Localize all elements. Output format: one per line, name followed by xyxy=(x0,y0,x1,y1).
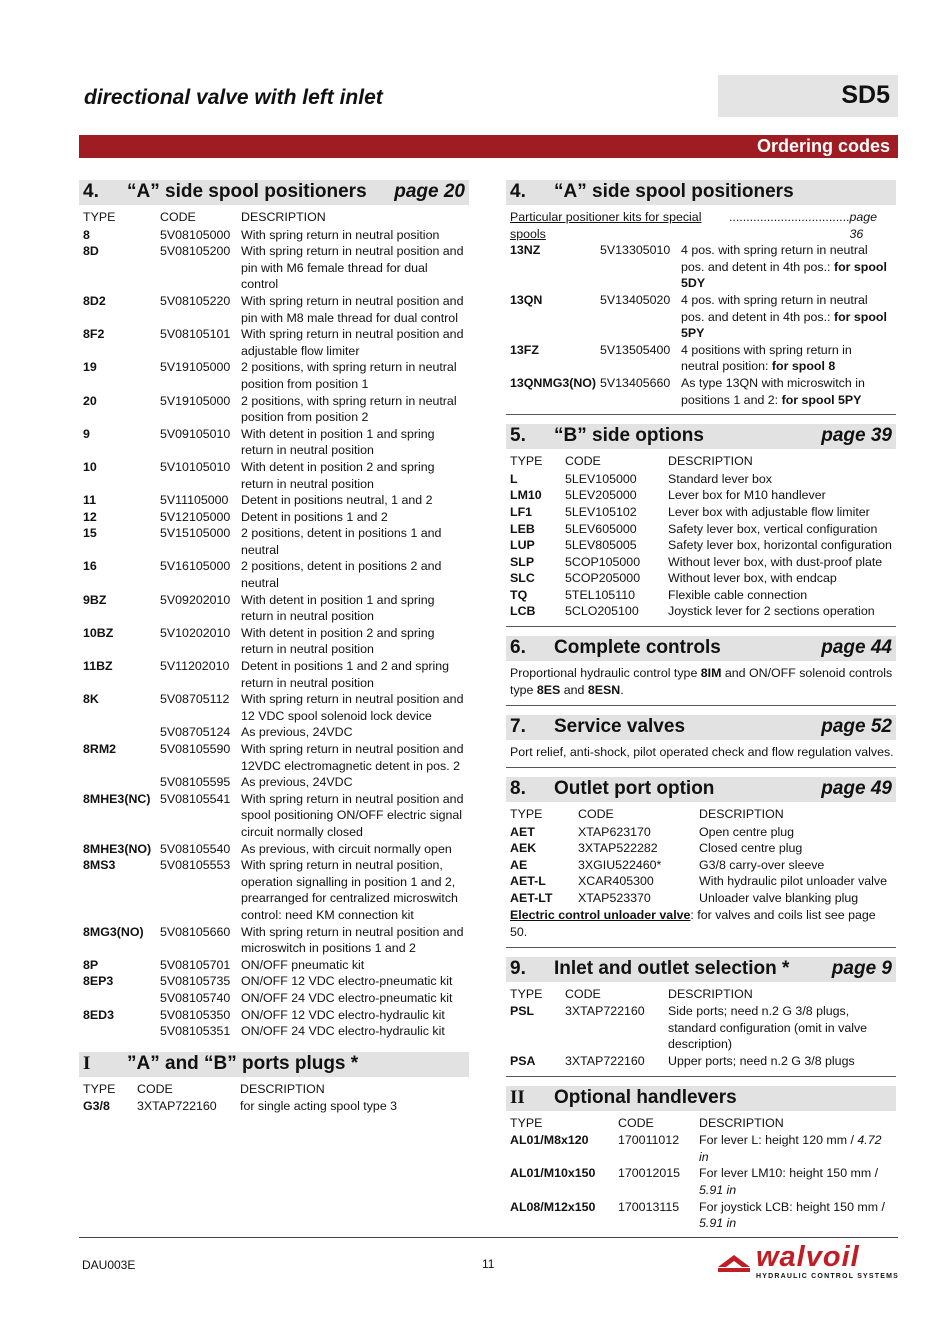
table-header xyxy=(79,209,469,226)
right4-table xyxy=(506,242,896,408)
special-kits-page: page 36 xyxy=(849,210,878,241)
type-cell: LF1 xyxy=(510,504,533,519)
code-cell: 5LEV605000 xyxy=(565,521,637,536)
code-cell: XTAP523370 xyxy=(578,891,651,906)
section-number: I xyxy=(83,1052,91,1074)
table-row xyxy=(506,1053,896,1070)
section-page: page 49 xyxy=(821,778,892,800)
code-cell: 5V13505400 xyxy=(600,342,671,357)
code-cell: 5V08105740 xyxy=(160,990,231,1005)
description-cell: 2 positions, with spring return in neutral position from position 2 xyxy=(241,393,457,425)
code-cell: 5V09105010 xyxy=(160,426,231,441)
table-row xyxy=(79,459,469,492)
rightII-table xyxy=(506,1132,896,1232)
table-row xyxy=(506,242,896,292)
type-cell: 20 xyxy=(83,393,97,408)
description-cell: Safety lever box, vertical configuration xyxy=(668,521,878,536)
code-cell: XTAP623170 xyxy=(578,824,651,839)
special-kits-line xyxy=(506,209,896,242)
table-row xyxy=(506,570,896,587)
type-cell: 8K xyxy=(83,692,99,707)
type-cell: 13NZ xyxy=(510,243,541,258)
description-cell: As previous, 24VDC xyxy=(241,775,353,790)
type-cell: AL01/M10x150 xyxy=(510,1166,596,1181)
table-row xyxy=(506,292,896,342)
footer-page-number: 11 xyxy=(482,1257,495,1271)
col-type: TYPE xyxy=(510,1115,543,1130)
type-cell: 13QNMG3(NO) xyxy=(510,375,597,390)
col-code: CODE xyxy=(565,454,601,469)
section-page: page 44 xyxy=(821,637,892,659)
service-valves-text: Port relief, anti-shock, pilot operated check and flow regulation valves. xyxy=(510,745,894,760)
section-title: “B” side options xyxy=(554,425,704,447)
type-cell: 8EP3 xyxy=(83,974,114,989)
table-row xyxy=(506,375,896,408)
logo-wordmark: walvoil xyxy=(756,1241,860,1273)
section-4-left-header xyxy=(79,180,469,205)
type-cell xyxy=(83,724,160,741)
ordering-codes-bar xyxy=(79,135,898,158)
table-row xyxy=(79,724,469,741)
col-type: TYPE xyxy=(83,1081,116,1096)
table-row xyxy=(79,592,469,625)
type-cell: SLC xyxy=(510,571,535,586)
description-cell: ON/OFF 12 VDC electro-hydraulic kit xyxy=(241,1007,445,1022)
table-row xyxy=(79,791,469,841)
section-title: Complete controls xyxy=(554,637,721,659)
divider xyxy=(506,705,896,706)
col-code: CODE xyxy=(565,986,601,1001)
table-row xyxy=(79,973,469,990)
code-cell: XCAR405300 xyxy=(578,874,654,889)
type-cell xyxy=(83,774,160,791)
section-9-header xyxy=(506,957,896,982)
description-cell: ON/OFF pneumatic kit xyxy=(241,957,365,972)
description-cell: 2 positions, detent in positions 2 and neutral xyxy=(241,559,442,591)
type-cell: LEB xyxy=(510,521,535,536)
description-cell: Joystick lever for 2 sections operation xyxy=(668,604,875,619)
description-cell: With spring return in neutral position and spool positioning ON/OFF electric signal circuit normally closed xyxy=(241,791,464,839)
section-page: page 52 xyxy=(821,716,892,738)
description-cell: With spring return in neutral position and 12 VDC spool solenoid lock device xyxy=(241,692,464,723)
table-row xyxy=(79,1098,469,1115)
section-title: ”A” and “B” ports plugs * xyxy=(127,1052,359,1074)
col-type: TYPE xyxy=(83,210,116,224)
code-cell: 170013115 xyxy=(618,1199,680,1214)
type-cell: 11BZ xyxy=(83,659,113,674)
type-cell: 8MG3(NO) xyxy=(83,924,144,939)
divider xyxy=(506,414,896,415)
code-cell: 5V08105350 xyxy=(160,1007,231,1022)
code-cell: 5V08105540 xyxy=(160,841,231,856)
type-cell: 8D2 xyxy=(83,293,106,308)
section-page: page 20 xyxy=(394,181,465,202)
right5-table xyxy=(506,471,896,620)
code-cell: 5V08705112 xyxy=(160,692,230,707)
table-row xyxy=(79,558,469,591)
description-cell: Open centre plug xyxy=(699,824,795,839)
type-cell: 10 xyxy=(83,459,97,474)
description-cell: Closed centre plug xyxy=(699,841,803,856)
code-cell: 5V10202010 xyxy=(160,625,231,640)
section-number: 6. xyxy=(510,637,526,659)
table-row xyxy=(79,741,469,774)
section-number: 9. xyxy=(510,957,526,979)
type-cell: LM10 xyxy=(510,488,542,503)
table-row xyxy=(79,774,469,791)
type-cell: 8D xyxy=(83,244,99,259)
description-cell: 2 positions, with spring return in neutral position from position 1 xyxy=(241,360,457,391)
code-cell: 170012015 xyxy=(618,1166,681,1181)
table-row xyxy=(79,227,469,244)
table-row xyxy=(506,873,896,890)
product-code: SD5 xyxy=(841,81,890,109)
code-cell: 5V12105000 xyxy=(160,509,231,524)
code-cell: 5V13405020 xyxy=(600,292,671,307)
section-5-header xyxy=(506,424,896,449)
col-description: DESCRIPTION xyxy=(699,807,784,822)
table-row xyxy=(506,603,896,620)
type-cell: AL01/M8x120 xyxy=(510,1133,589,1148)
type-cell: SLP xyxy=(510,554,535,569)
type-cell: LCB xyxy=(510,604,536,619)
description-cell: ON/OFF 12 VDC electro-pneumatic kit xyxy=(241,974,453,989)
type-cell: 10BZ xyxy=(83,625,114,640)
section-page: page 39 xyxy=(821,425,892,447)
col-type: TYPE xyxy=(510,986,543,1001)
section-title: “A” side spool positioners xyxy=(127,181,367,202)
table-row xyxy=(79,990,469,1007)
table-header xyxy=(506,1115,896,1132)
table-row xyxy=(79,359,469,392)
description-cell: With spring return in neutral position, operation signalling in position 1 and 2, prearranged for centralized microswitch control: need KM connection kit xyxy=(241,858,458,922)
type-cell xyxy=(83,990,160,1007)
col-description: DESCRIPTION xyxy=(240,1081,325,1096)
description-cell: Flexible cable connection xyxy=(668,587,808,602)
type-cell: 8F2 xyxy=(83,327,105,342)
section-8-header xyxy=(506,777,896,802)
description-cell: Upper ports; need n.2 G 3/8 plugs xyxy=(668,1054,855,1068)
description-cell: 2 positions, detent in positions 1 and neutral xyxy=(241,526,442,557)
section-title: Service valves xyxy=(554,716,686,738)
type-cell: 12 xyxy=(83,509,97,524)
table-header xyxy=(79,1081,469,1098)
table-row xyxy=(506,521,896,538)
type-cell: 16 xyxy=(83,559,97,574)
type-cell: 8P xyxy=(83,957,99,972)
description-cell: With spring return in neutral position and 12VDC electromagnetic detent in pos. 2 xyxy=(241,742,464,773)
code-cell: 5LEV105000 xyxy=(565,471,637,486)
code-cell: 5V08105351 xyxy=(160,1024,231,1039)
table-row xyxy=(79,691,469,724)
section-II-header xyxy=(506,1086,896,1111)
footer-doc-code: DAU003E xyxy=(82,1258,136,1272)
description-cell: Detent in positions neutral, 1 and 2 xyxy=(241,493,433,508)
code-cell: 5V08105000 xyxy=(160,227,231,242)
description-cell: 4 pos. with spring return in neutral pos. and detent in 4th pos.: for spool 5PY xyxy=(681,292,887,341)
section-page: page 9 xyxy=(831,957,892,979)
code-cell: 5V19105000 xyxy=(160,360,231,375)
table-row xyxy=(506,504,896,521)
code-cell: 5V08105541 xyxy=(160,791,231,806)
description-cell: With detent in position 2 and spring return in neutral position xyxy=(241,459,435,491)
table-row xyxy=(506,840,896,857)
description-cell: for single acting spool type 3 xyxy=(240,1099,398,1114)
table-row xyxy=(79,509,469,526)
code-cell: 5LEV105102 xyxy=(565,504,637,519)
code-cell: 5V08105101 xyxy=(160,327,231,342)
section-6-header xyxy=(506,636,896,661)
table-row xyxy=(79,1023,469,1040)
table-row xyxy=(506,587,896,604)
table-row xyxy=(79,326,469,359)
description-cell: As previous, 24VDC xyxy=(241,725,353,740)
description-cell: For joystick LCB: height 150 mm / 5.91 in xyxy=(699,1199,885,1231)
type-cell: 19 xyxy=(83,360,97,375)
description-cell: With detent in position 2 and spring return in neutral position xyxy=(241,625,435,657)
col-type: TYPE xyxy=(510,454,543,469)
section-I-header xyxy=(79,1052,469,1077)
code-cell: 5V09202010 xyxy=(160,592,231,607)
table-row xyxy=(79,393,469,426)
type-cell: AE xyxy=(510,857,528,872)
description-cell: ON/OFF 24 VDC electro-pneumatic kit xyxy=(241,990,453,1005)
description-cell: Safety lever box, horizontal configuration xyxy=(668,538,892,553)
section-number: 4. xyxy=(83,181,99,202)
type-cell: AL08/M12x150 xyxy=(510,1199,596,1214)
table-row xyxy=(79,525,469,558)
type-cell: 8MS3 xyxy=(83,858,116,873)
leftI-table xyxy=(79,1098,469,1115)
section-number: 7. xyxy=(510,716,526,738)
description-cell: ON/OFF 24 VDC electro-hydraulic kit xyxy=(241,1024,445,1039)
special-kits-label: Particular positioner kits for special spools xyxy=(510,210,702,241)
type-cell: 13FZ xyxy=(510,342,539,357)
description-cell: Lever box with adjustable flow limiter xyxy=(668,504,870,519)
description-cell: With hydraulic pilot unloader valve xyxy=(699,874,888,889)
code-cell: 3XTAP722160 xyxy=(137,1099,217,1114)
section-title: “A” side spool positioners xyxy=(554,181,794,202)
description-cell: Lever box for M10 handlever xyxy=(668,488,826,503)
divider xyxy=(506,1076,896,1077)
table-row xyxy=(506,890,896,907)
code-cell: 5V08105660 xyxy=(160,924,231,939)
table-header xyxy=(506,986,896,1003)
description-cell: G3/8 carry-over sleeve xyxy=(699,857,825,872)
table-row xyxy=(506,554,896,571)
type-cell: AET-LT xyxy=(510,891,553,906)
code-cell: 3XTAP722160 xyxy=(565,1054,645,1068)
description-cell: With detent in position 1 and spring return in neutral position xyxy=(241,592,435,624)
code-cell: 3XTAP722160 xyxy=(565,1004,645,1019)
table-row xyxy=(79,243,469,293)
col-description: DESCRIPTION xyxy=(699,1115,784,1130)
document-title: directional valve with left inlet xyxy=(84,86,383,109)
divider xyxy=(506,767,896,768)
code-cell: 5V19105000 xyxy=(160,393,231,408)
logo-tagline: HYDRAULIC CONTROL SYSTEMS xyxy=(756,1273,900,1280)
table-row xyxy=(79,625,469,658)
leader-dots: ................................... xyxy=(728,210,850,224)
code-cell: 5V08105595 xyxy=(160,775,231,790)
type-cell: TQ xyxy=(510,587,528,602)
description-cell: Detent in positions 1 and 2 and spring return in neutral position xyxy=(241,659,450,690)
table-header xyxy=(506,806,896,823)
code-cell: 5TEL105110 xyxy=(565,587,636,602)
table-row xyxy=(79,293,469,326)
type-cell: 8MHE3(NC) xyxy=(83,791,151,806)
table-row xyxy=(506,342,896,375)
description-cell: As type 13QN with microswitch in positions 1 and 2: for spool 5PY xyxy=(681,375,865,407)
table-row xyxy=(79,1007,469,1024)
code-cell: 5V10105010 xyxy=(160,459,231,474)
description-cell: Unloader valve blanking plug xyxy=(699,891,859,906)
type-cell: L xyxy=(510,471,518,486)
code-cell: 5V08105220 xyxy=(160,293,231,308)
col-code: CODE xyxy=(618,1115,654,1130)
type-cell: PSL xyxy=(510,1004,535,1019)
code-cell: 5LEV205000 xyxy=(565,488,637,503)
type-cell: AEK xyxy=(510,841,537,856)
code-cell: 5V16105000 xyxy=(160,559,231,574)
table-row xyxy=(506,1003,896,1053)
code-cell: 5COP205000 xyxy=(565,571,641,586)
type-cell: PSA xyxy=(510,1054,536,1068)
type-cell: AET xyxy=(510,824,535,839)
table-row xyxy=(506,1132,896,1165)
left4-table xyxy=(79,227,469,1040)
type-cell: 8ED3 xyxy=(83,1007,114,1022)
description-cell: 4 positions with spring return in neutral position: for spool 8 xyxy=(681,342,852,374)
left-column xyxy=(79,180,469,1115)
section-7-header xyxy=(506,715,896,740)
code-cell: 5V13405660 xyxy=(600,375,671,390)
table-row xyxy=(506,471,896,488)
description-cell: With spring return in neutral position and microswitch in positions 1 and 2 xyxy=(241,924,464,956)
type-cell: LUP xyxy=(510,538,535,553)
description-cell: Without lever box, with dust-proof plate xyxy=(668,554,883,569)
table-row xyxy=(506,857,896,874)
table-row xyxy=(79,957,469,974)
code-cell: 170011012 xyxy=(618,1133,680,1148)
section-title: Inlet and outlet selection * xyxy=(554,957,790,979)
section-number: 4. xyxy=(510,181,526,202)
code-cell: 5V11105000 xyxy=(160,493,229,508)
table-row xyxy=(79,658,469,691)
description-cell: Without lever box, with endcap xyxy=(668,571,837,586)
description-cell: With spring return in neutral position and pin with M6 female thread for dual control xyxy=(241,244,464,292)
code-cell: 3XTAP522282 xyxy=(578,841,658,856)
complete-controls-text: Proportional hydraulic control type 8IM and ON/OFF solenoid controls type 8ES and 8ESN. xyxy=(510,666,893,698)
col-description: DESCRIPTION xyxy=(241,210,326,224)
table-header xyxy=(506,453,896,470)
type-cell: AET-L xyxy=(510,874,546,889)
type-cell: 9BZ xyxy=(83,592,107,607)
unloader-note: Electric control unloader valve: for valves and coils list see page 50. xyxy=(510,907,876,939)
table-row xyxy=(506,824,896,841)
type-cell xyxy=(83,1023,160,1040)
code-cell: 5V08105735 xyxy=(160,974,231,989)
table-row xyxy=(79,857,469,923)
table-row xyxy=(79,426,469,459)
section-4-right-header xyxy=(506,180,896,205)
divider xyxy=(506,626,896,627)
type-cell: 8MHE3(NO) xyxy=(83,841,152,856)
type-cell: G3/8 xyxy=(83,1099,110,1114)
code-cell: 3XGIU522460* xyxy=(578,857,662,872)
description-cell: With detent in position 1 and spring return in neutral position xyxy=(241,426,435,458)
footer-divider xyxy=(79,1237,898,1238)
col-code: CODE xyxy=(160,210,196,224)
col-code: CODE xyxy=(137,1081,173,1096)
description-cell: 4 pos. with spring return in neutral pos. and detent in 4th pos.: for spool 5DY xyxy=(681,243,887,291)
description-cell: As previous, with circuit normally open xyxy=(241,841,452,856)
table-row xyxy=(79,492,469,509)
header-code-box xyxy=(718,75,898,117)
table-row xyxy=(506,487,896,504)
code-cell: 5LEV805005 xyxy=(565,538,637,553)
type-cell: 13QN xyxy=(510,292,543,307)
code-cell: 5V08105553 xyxy=(160,858,231,873)
code-cell: 5V13305010 xyxy=(600,243,671,258)
table-row xyxy=(506,1199,896,1232)
walvoil-logo xyxy=(716,1241,900,1283)
col-code: CODE xyxy=(578,807,614,822)
code-cell: 5V15105000 xyxy=(160,526,231,541)
section-number: 8. xyxy=(510,778,526,800)
type-cell: 9 xyxy=(83,426,90,441)
type-cell: 15 xyxy=(83,526,97,541)
col-description: DESCRIPTION xyxy=(668,986,753,1001)
table-row xyxy=(506,537,896,554)
description-cell: For lever LM10: height 150 mm / 5.91 in xyxy=(699,1166,879,1197)
code-cell: 5V08105701 xyxy=(160,957,231,972)
col-description: DESCRIPTION xyxy=(668,454,753,469)
code-cell: 5V08705124 xyxy=(160,725,231,740)
code-cell: 5V08105200 xyxy=(160,244,231,259)
divider xyxy=(506,947,896,948)
description-cell: With spring return in neutral position and pin with M8 male thread for dual control xyxy=(241,293,464,325)
right9-table xyxy=(506,1003,896,1069)
description-cell: Standard lever box xyxy=(668,471,773,486)
description-cell: Side ports; need n.2 G 3/8 plugs, standard configuration (omit in valve description) xyxy=(668,1004,868,1052)
description-cell: With spring return in neutral position and adjustable flow limiter xyxy=(241,327,464,358)
col-type: TYPE xyxy=(510,807,543,822)
type-cell: 11 xyxy=(83,493,97,508)
logo-mark-icon xyxy=(716,1251,752,1275)
description-cell: Detent in positions 1 and 2 xyxy=(241,509,388,524)
right-column xyxy=(506,180,896,1232)
table-row xyxy=(79,841,469,858)
type-cell: 8RM2 xyxy=(83,742,117,756)
description-cell: With spring return in neutral position xyxy=(241,227,440,242)
table-row xyxy=(79,924,469,957)
section-number: 5. xyxy=(510,425,526,447)
description-cell: For lever L: height 120 mm / 4.72 in xyxy=(699,1133,882,1164)
section-title: Optional handlevers xyxy=(554,1086,737,1108)
ordering-codes-label: Ordering codes xyxy=(756,136,890,156)
type-cell: 8 xyxy=(83,227,90,242)
code-cell: 5V11202010 xyxy=(160,659,230,674)
right8-table xyxy=(506,824,896,907)
code-cell: 5COP105000 xyxy=(565,554,641,569)
section-title: Outlet port option xyxy=(554,778,715,800)
code-cell: 5CLO205100 xyxy=(565,604,639,619)
section-number: II xyxy=(510,1086,525,1108)
code-cell: 5V08105590 xyxy=(160,742,231,756)
table-row xyxy=(506,1165,896,1198)
